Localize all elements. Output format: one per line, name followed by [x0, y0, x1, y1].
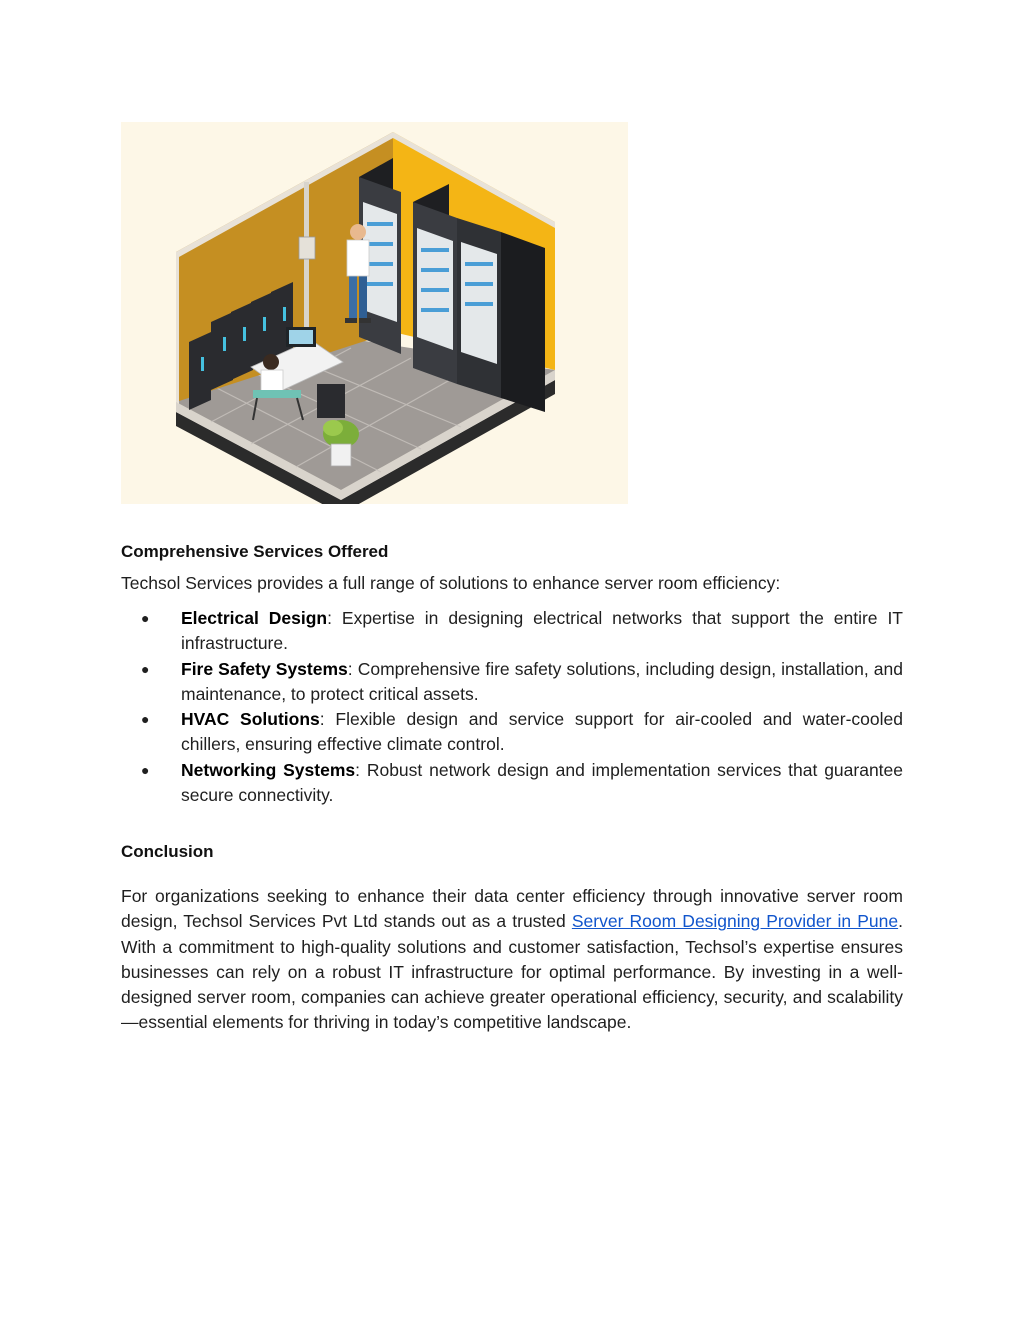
service-title: Electrical Design — [181, 608, 328, 628]
service-title: Networking Systems — [181, 759, 356, 780]
bullet-icon: ● — [141, 610, 150, 626]
server-room-isometric-icon — [121, 122, 628, 504]
conclusion-heading: Conclusion — [121, 842, 214, 861]
list-item — [121, 707, 903, 758]
service-description: : Robust network design and implementation services that guarantee secure connectivity. — [181, 759, 904, 806]
list-item — [121, 606, 903, 657]
conclusion-paragraph — [121, 884, 903, 1036]
service-description: : Expertise in designing electrical networks that support the entire IT infrastructure. — [181, 608, 903, 654]
service-title: HVAC Solutions — [181, 709, 320, 730]
services-list — [121, 606, 903, 808]
server-room-provider-link[interactable]: Server Room Designing Provider in Pune — [571, 911, 899, 932]
bullet-icon: ● — [141, 711, 150, 728]
server-room-illustration — [121, 122, 628, 504]
services-heading: Comprehensive Services Offered — [121, 542, 389, 561]
conclusion-text-start: For organizations seeking to enhance their data center efficiency through innovative server room design, Techsol Services Pvt Ltd stands out as a trusted — [121, 886, 903, 932]
bullet-icon: ● — [141, 761, 150, 778]
conclusion-text-end: . With a commitment to high-quality solutions and customer satisfaction, Techsol’s expertise ensures businesses can rely on a robust IT infrastructure for optimal performance. By investing in a well-designed server room, companies can achieve greater operational efficiency, security, and scalability—essential elements for thriving in today’s competitive landscape. — [121, 911, 903, 1033]
service-description: : Flexible design and service support for air-cooled and water-cooled chillers, ensuring effective climate control. — [181, 709, 903, 755]
list-item — [121, 758, 903, 809]
service-title: Fire Safety Systems — [181, 658, 348, 679]
services-intro: Techsol Services provides a full range of solutions to enhance server room efficiency: — [121, 573, 781, 593]
list-item — [121, 657, 903, 708]
service-description: : Comprehensive fire safety solutions, including design, installation, and maintenance, to protect critical assets. — [181, 658, 903, 704]
bullet-icon: ● — [141, 660, 150, 677]
